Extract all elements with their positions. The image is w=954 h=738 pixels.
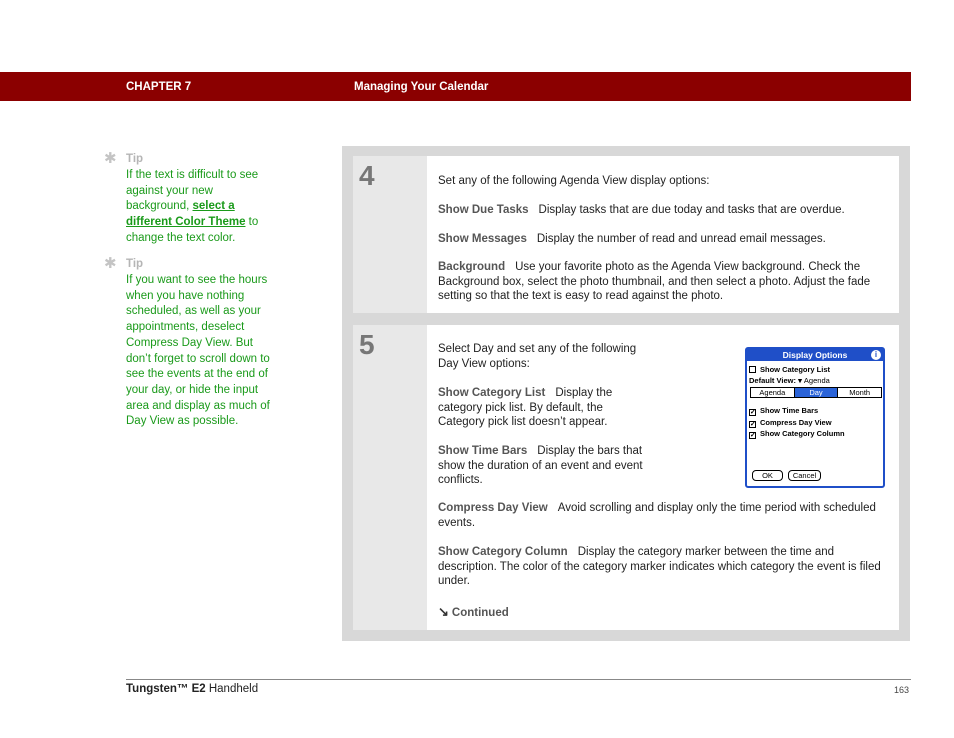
default-view-row[interactable]: Default View: ▾ Agenda [749,376,830,385]
checkmark-icon: ✓ [750,409,756,416]
compress-day-view-checkbox[interactable]: ✓ Compress Day View [750,418,832,428]
asterisk-icon: ✱ [104,150,117,167]
option-compress-day-view: Compress Day View Avoid scrolling and display only the time period with scheduled events. [438,502,876,529]
step-4 [353,156,899,313]
option-show-time-bars: Show Time Bars Display the bars that show the duration of an event and event conflicts. [438,445,643,487]
option-show-messages: Show Messages Display the number of read and unread email messages. [438,233,826,245]
dropdown-arrow-icon: ▾ [798,376,802,385]
color-theme-link[interactable]: select a different Color Theme [126,200,246,229]
tab-day[interactable]: Day [795,388,839,397]
ok-button[interactable]: OK [752,470,783,481]
tip-box [104,257,279,462]
display-options-dialog [745,347,885,488]
step-intro: Set any of the following Agenda View display options: [438,175,710,187]
checkmark-icon: ✓ [750,421,756,428]
show-category-list-checkbox[interactable]: Show Category List [749,363,830,378]
page-number: 163 [894,685,910,695]
view-tabs [750,387,882,398]
show-category-column-checkbox[interactable]: ✓ Show Category Column [750,429,845,439]
tip-label: Tip [126,258,144,270]
chapter-label: CHAPTER 7 [126,81,192,93]
cancel-button[interactable]: Cancel [788,470,821,481]
option-show-due-tasks: Show Due Tasks Display tasks that are due today and tasks that are overdue. [438,204,845,216]
step-number: 4 [359,160,375,191]
tip-text: If you want to see the hours when you have nothing scheduled, as well as your appointments, deselect Compress Day View. But don’t forget to scroll down to see the events at the end of your day, or hide the input area and display as much of Day View as possible. [126,274,270,428]
tab-month[interactable]: Month [849,388,871,397]
option-show-category-column: Show Category Column Display the category marker between the time and description. The color of the category marker indicates which category the event is filed under. [438,546,881,588]
continued-indicator: ↘ Continued [438,604,509,619]
tip-label: Tip [126,153,144,165]
checkbox-icon [749,366,756,373]
checkmark-icon: ✓ [750,432,756,439]
footer-divider [126,679,911,680]
chapter-title: Managing Your Calendar [354,81,489,93]
tip-text: If the text is difficult to see against your new background, select a different Color Theme to change the text color. [126,169,259,244]
footer-product: Tungsten™ E2 Handheld [126,683,259,695]
asterisk-icon: ✱ [104,255,117,272]
step-5 [353,325,899,630]
chapter-header-bar [0,72,911,101]
option-show-category-list: Show Category List Display the category pick list. By default, the Category pick list doesn’t appear. [438,387,613,429]
info-icon[interactable]: i [871,350,881,360]
step-intro: Select Day and set any of the following Day View options: [438,343,637,370]
show-time-bars-checkbox[interactable]: ✓ Show Time Bars [750,406,819,416]
tip-box [104,152,279,247]
steps-panel [342,146,910,641]
step-number: 5 [359,329,375,360]
dialog-title: Display Options [747,349,883,361]
arrow-down-right-icon: ↘ [438,604,449,619]
tab-agenda[interactable]: Agenda [751,388,795,397]
option-background: Background Use your favorite photo as the Agenda View background. Check the Background box, select the photo thumbnail, and then select a photo. Adjust the fade setting so that the text is easy to read against the photo. [438,261,871,303]
